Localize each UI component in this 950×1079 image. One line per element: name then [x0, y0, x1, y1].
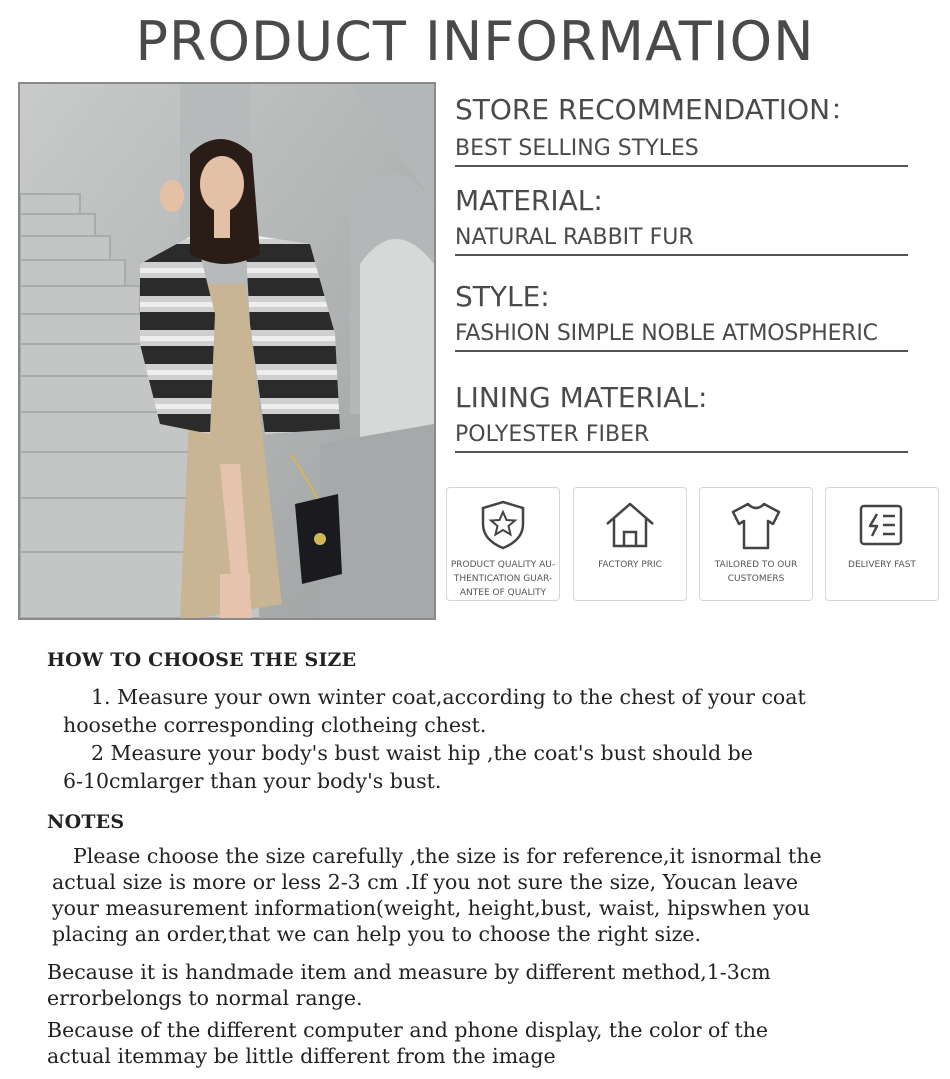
spec-label: MATERIAL:	[455, 184, 603, 217]
badge-factory-price	[573, 487, 687, 601]
shield-star-icon	[476, 498, 530, 552]
notes-display-line: actual itemmay be little different from the image	[47, 1044, 556, 1068]
size-guide-line: 2 Measure your body's bust waist hip ,the coat's bust should be	[91, 741, 753, 765]
badge-delivery	[825, 487, 939, 601]
house-icon	[603, 498, 657, 552]
notes-line: placing an order,that we can help you to choose the right size.	[52, 922, 702, 946]
spec-value: NATURAL RABBIT FUR	[455, 225, 694, 250]
badge-tailored	[699, 487, 813, 601]
notes-handmade-line: errorbelongs to normal range.	[47, 986, 363, 1010]
divider	[455, 451, 908, 453]
spec-material	[455, 184, 910, 256]
spec-value: POLYESTER FIBER	[455, 422, 650, 447]
badge-label: PRODUCT QUALITY AU-	[450, 560, 556, 570]
badge-label: THENTICATION GUAR-	[453, 574, 553, 584]
badge-quality	[446, 487, 560, 601]
size-guide-line: 6-10cmlarger than your body's bust.	[63, 769, 442, 793]
notes-heading: NOTES	[47, 811, 125, 833]
notes-line: actual size is more or less 2-3 cm .If you not sure the size, Youcan leave	[52, 870, 798, 894]
badge-label: ANTEE OF QUALITY	[459, 588, 547, 598]
spec-label: STORE RECOMMENDATION：	[455, 93, 859, 126]
notes-line: your measurement information(weight, height,bust, waist, hipswhen you	[52, 896, 811, 920]
spec-value: BEST SELLING STYLES	[455, 136, 699, 161]
spec-store-recommendation	[455, 88, 910, 167]
spec-value: FASHION SIMPLE NOBLE ATMOSPHERIC	[455, 321, 878, 346]
spec-lining-material	[455, 381, 910, 453]
product-photo	[18, 82, 436, 620]
size-guide-line: hoosethe corresponding clotheing chest.	[63, 713, 487, 737]
page-title: PRODUCT INFORMATION	[135, 10, 815, 73]
spec-label: STYLE:	[455, 280, 550, 313]
badge-label: DELIVERY FAST	[848, 560, 916, 570]
feature-badges	[446, 487, 942, 603]
fast-delivery-icon	[855, 498, 909, 552]
spec-style	[455, 280, 910, 352]
notes-handmade-line: Because it is handmade item and measure by different method,1-3cm	[47, 960, 771, 984]
divider	[455, 350, 908, 352]
divider	[455, 254, 908, 256]
badge-label: CUSTOMERS	[727, 574, 785, 584]
size-guide-line: 1. Measure your own winter coat,according to the chest of your coat	[91, 685, 806, 709]
badge-label: FACTORY PRIC	[598, 560, 662, 570]
divider	[455, 165, 908, 167]
spec-label: LINING MATERIAL:	[455, 381, 708, 414]
tshirt-icon	[729, 498, 783, 552]
badge-label: TAILORED TO OUR	[714, 560, 798, 570]
notes-line: Please choose the size carefully ,the size is for reference,it isnormal the	[73, 844, 822, 868]
size-guide-heading: HOW TO CHOOSE THE SIZE	[47, 649, 357, 671]
notes-display-line: Because of the different computer and phone display, the color of the	[47, 1018, 769, 1042]
